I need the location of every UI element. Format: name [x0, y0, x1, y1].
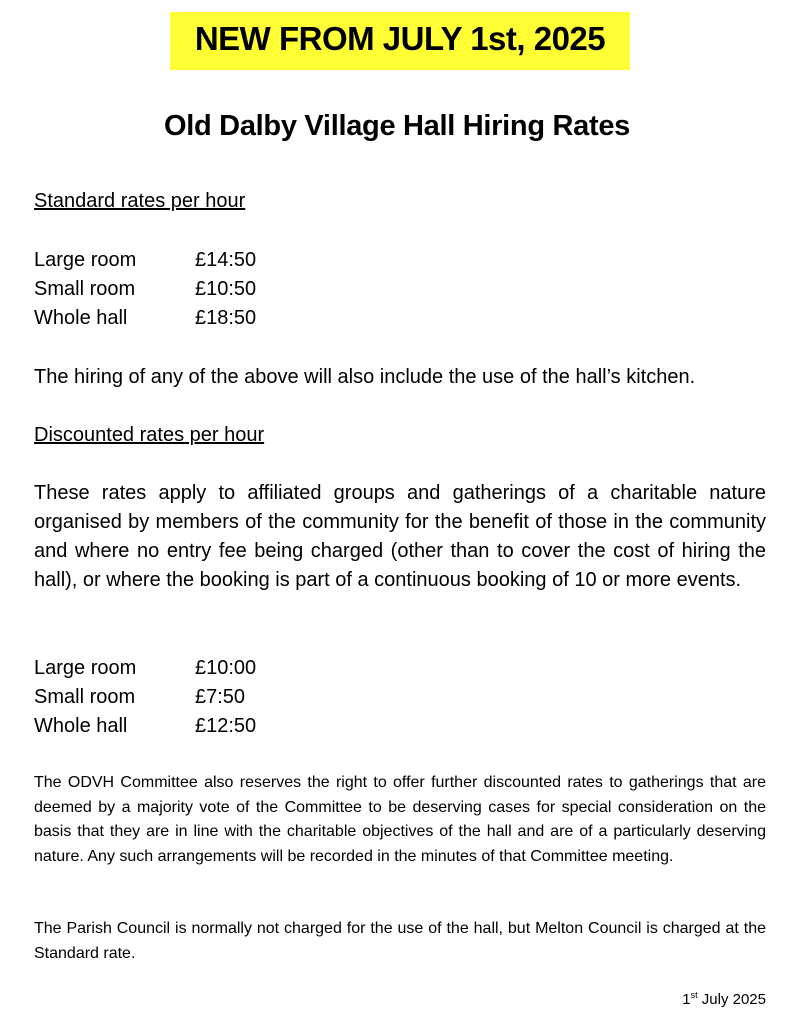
rate-price: £12:50 [195, 715, 257, 737]
announcement-banner: NEW FROM JULY 1st, 2025 [170, 12, 630, 70]
discount-eligibility-paragraph: These rates apply to affiliated groups and gatherings of a charitable nature organised by members of the community for the benefit of those in the community and where no entry fee being charged (other than to cover the cost of hiring the hall), or where the booking is part of a continuous booking of 10 or more events. [34, 482, 766, 591]
kitchen-note: The hiring of any of the above will also include the use of the hall’s kitchen. [34, 366, 696, 388]
standard-rate-row [34, 278, 256, 301]
committee-note: The ODVH Committee also reserves the right to offer further discounted rates to gatherings that are deemed by a majority vote of the Committee to be deserving cases for special consideration on the basis that they are in line with the charitable objectives of the hall and are of a particularly deserving nature. Any such arrangements will be recorded in the minutes of that Committee meeting. [34, 774, 766, 865]
effective-date [682, 990, 766, 1008]
council-note: The Parish Council is normally not charged for the use of the hall, but Melton Council is charged at the Standard rate. [34, 920, 766, 962]
rate-room: Whole hall [34, 715, 128, 737]
date-day: 1 [682, 991, 691, 1008]
discounted-rate-row [34, 686, 245, 709]
standard-rate-row [34, 307, 256, 330]
rate-room: Small room [34, 278, 136, 300]
discounted-rates-heading: Discounted rates per hour [34, 424, 265, 446]
rate-room: Large room [34, 249, 137, 271]
date-month-year: July 2025 [697, 991, 766, 1008]
page-title: Old Dalby Village Hall Hiring Rates [164, 110, 630, 142]
rate-room: Large room [34, 657, 137, 679]
rate-room: Small room [34, 686, 136, 708]
rate-price: £10:00 [195, 657, 257, 679]
date-suffix: st [690, 990, 698, 1000]
discounted-rate-row [34, 715, 256, 738]
rate-price: £14:50 [195, 249, 257, 271]
discounted-rate-row [34, 657, 256, 680]
standard-rate-row [34, 249, 256, 272]
rate-room: Whole hall [34, 307, 128, 329]
rate-price: £7:50 [195, 686, 246, 708]
rate-price: £10:50 [195, 278, 257, 300]
standard-rates-heading: Standard rates per hour [34, 190, 246, 212]
rate-price: £18:50 [195, 307, 257, 329]
